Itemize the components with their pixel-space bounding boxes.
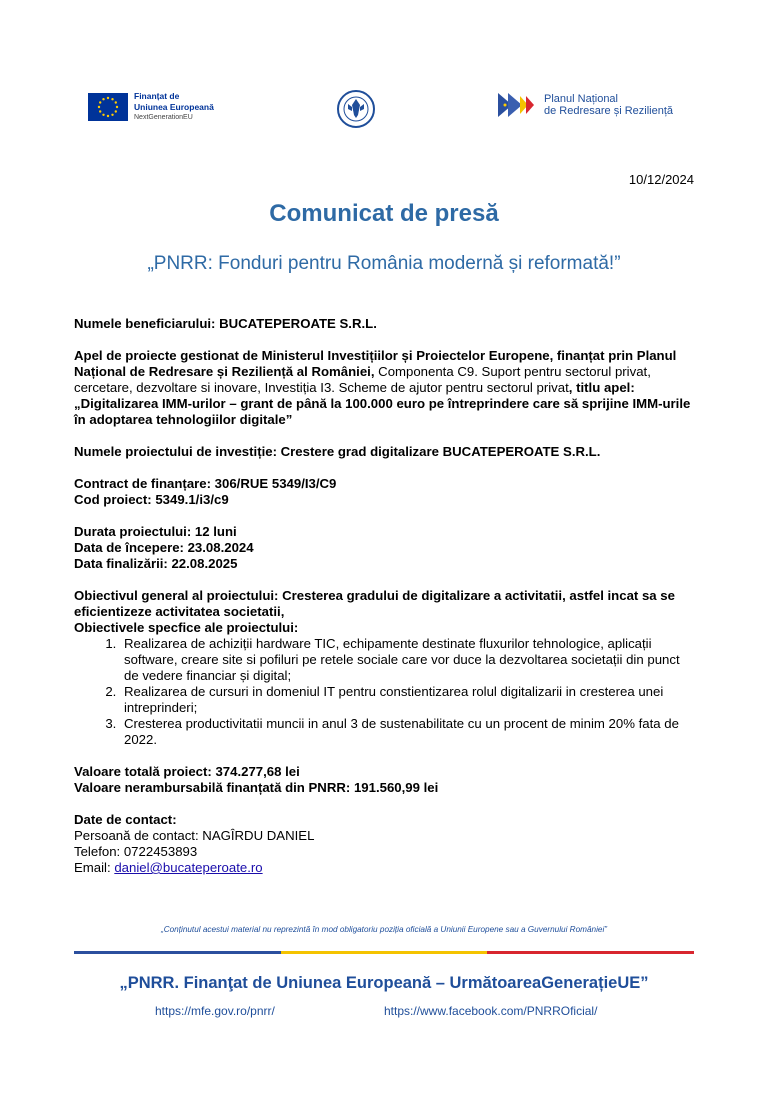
eu-logo-line1: Finanțat de	[134, 91, 180, 101]
beneficiary	[74, 316, 694, 332]
contract-number: Contract de finanțare: 306/RUE 5349/I3/C9	[74, 476, 337, 491]
call-bold-1: Apel de proiecte gestionat de Ministerul Investițiilor și Proiectelor Europene, finanțat prin Planul Național de Redresare și Reziliență al României,	[74, 348, 677, 379]
tricolor-divider	[74, 951, 694, 954]
release-date: 10/12/2024	[628, 172, 694, 187]
contact-email-link[interactable]: daniel@bucateperoate.ro	[114, 860, 263, 875]
pnrr-logo-line2: de Redresare și Reziliență	[544, 105, 674, 117]
grant-value: Valoare nerambursabilă finanțată din PNRR: 191.560,99 lei	[74, 780, 439, 795]
pnrr-logo	[498, 93, 673, 117]
footer-link-facebook[interactable]: https://www.facebook.com/PNRROficial/	[384, 1004, 598, 1018]
divider-yellow	[281, 951, 488, 954]
call-bold-2: , titlu apel: „Digitalizarea IMM-urilor – grant de până la 100.000 euro pe întreprindere care să sprijine IMM-urile în adoptarea tehnologiilor digitale”	[74, 380, 691, 427]
pnrr-arrow-icon	[498, 93, 540, 117]
pnrr-logo-line1: Planul Național	[544, 93, 618, 105]
contact-title: Date de contact:	[74, 812, 177, 827]
disclaimer: „Conținutul acestui material nu reprezintă în mod obligatoriu poziția oficială a Uniunii Europene sau a Guvernului României”	[160, 925, 607, 934]
project-duration: Durata proiectului: 12 luni	[74, 524, 237, 539]
specific-objectives-title: Obiectivele specfice ale proiectului:	[74, 620, 299, 635]
eu-logo-line3: NextGenerationEU	[134, 114, 193, 121]
dates-block	[74, 524, 694, 572]
general-objective: Obiectivul general al proiectului: Cresterea gradului de digitalizare a activitatii, astfel incat sa se eficientizeze activitatea societatii,	[74, 588, 675, 619]
call-normal: Componenta C9. Suport pentru sectorul privat, cercetare, dezvoltare si inovare, Investiția I3. Scheme de ajutor pentru sectorul privat	[74, 364, 651, 395]
contact-email-label: Email:	[74, 860, 115, 875]
specific-objectives-list	[74, 636, 694, 748]
press-release-body	[74, 316, 694, 892]
project-name: Numele proiectului de investiție: Crestere grad digitalizare BUCATEPEROATE S.R.L.	[74, 444, 601, 459]
divider-blue	[74, 951, 281, 954]
call-for-projects	[74, 348, 694, 428]
contact-block	[74, 812, 694, 876]
start-date: Data de începere: 23.08.2024	[74, 540, 254, 555]
list-item: 2. Realizarea de cursuri in domeniul IT pentru constientizarea rolul digitalizarii in cresterea unei intreprinderi;	[120, 684, 694, 716]
total-value: Valoare totală proiect: 374.277,68 lei	[74, 764, 300, 779]
project-code: Cod proiect: 5349.1/i3/c9	[74, 492, 229, 507]
footer-title: „PNRR. Finanţat de Uniunea Europeană – UrmătoareaGenerațieUE”	[119, 974, 649, 992]
contact-phone: Telefon: 0722453893	[74, 844, 198, 859]
contact-person: Persoană de contact: NAGÎRDU DANIEL	[74, 828, 315, 843]
beneficiary-value: BUCATEPEROATE S.R.L.	[219, 316, 377, 331]
eu-flag-icon	[88, 93, 128, 121]
footer-link-mfe[interactable]: https://mfe.gov.ro/pnrr/	[155, 1004, 275, 1018]
divider-red	[487, 951, 694, 954]
beneficiary-label: Numele beneficiarului:	[74, 316, 216, 331]
government-romania-seal-icon	[336, 89, 376, 129]
list-item: 3. Cresterea productivitatii muncii in anul 3 de sustenabilitate cu un procent de minim 20% fata de 2022.	[120, 716, 694, 748]
eu-logo-line2: Uniunea Europeană	[134, 102, 214, 112]
page-title: Comunicat de presă	[269, 200, 499, 227]
end-date: Data finalizării: 22.08.2025	[74, 556, 238, 571]
list-item: 1. Realizarea de achiziții hardware TIC, echipamente destinate fluxurilor tehnologice, aplicații software, creare site si pofiluri pe retele sociale care vor duce la dezvoltarea societații din punct de vedere financiar și digital;	[120, 636, 694, 684]
values-block	[74, 764, 694, 796]
contract-block	[74, 476, 694, 508]
page-subtitle: „PNRR: Fonduri pentru România modernă și reformată!”	[147, 253, 621, 274]
eu-funding-logo	[88, 91, 214, 123]
